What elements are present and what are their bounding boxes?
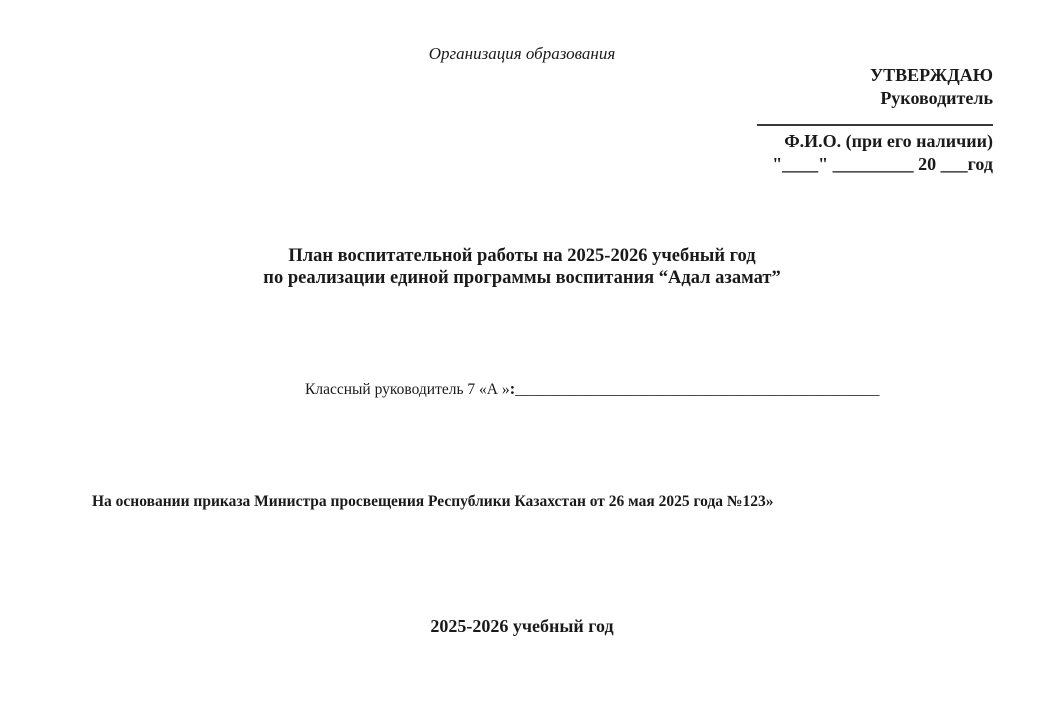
- class-teacher-blank-line: _______________________________________________: [515, 381, 880, 398]
- document-title: [0, 245, 1044, 289]
- academic-year-footer: 2025-2026 учебный год: [430, 616, 614, 636]
- fio-label: Ф.И.О. (при его наличии): [784, 131, 993, 151]
- signature-line: [757, 110, 993, 126]
- document-title-line2: по реализации единой программы воспитания “Адал азамат”: [263, 268, 781, 288]
- class-teacher-colon: :: [509, 379, 516, 398]
- document-title-line1: План воспитательной работы на 2025-2026 учебный год: [288, 246, 756, 266]
- approval-role: Руководитель: [880, 88, 993, 108]
- order-basis-line: На основании приказа Министра просвещения Республики Казахстан от 26 мая 2025 года №123»: [92, 493, 774, 510]
- approval-date-line: "____" _________ 20 ___год: [772, 154, 993, 174]
- approval-block: [653, 64, 993, 176]
- organization-name: Организация образования: [428, 44, 616, 63]
- class-teacher-line: [305, 379, 880, 400]
- approval-word: УТВЕРЖДАЮ: [869, 65, 993, 85]
- class-teacher-label: Классный руководитель 7 «А »: [305, 381, 510, 398]
